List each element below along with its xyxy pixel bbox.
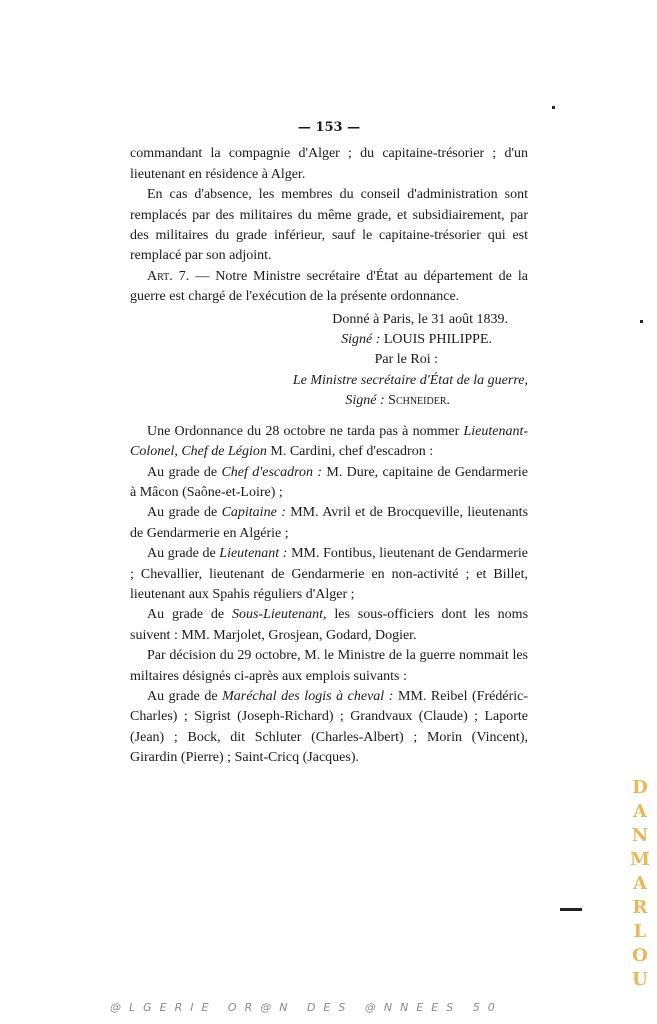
side-watermark xyxy=(629,776,651,992)
paragraph-absence: En cas d'absence, les membres du conseil d'administration sont remplacés par des militaires du même grade, et subsidiairement, par des militaires du grade inférieur, sauf le capitaine-trésorier qui est remplacé par son adjoint. xyxy=(130,187,528,264)
side-watermark-letter: A xyxy=(633,873,647,894)
grade-chef-escadron: Au grade de Chef d'escadron : M. Dure, capitaine de Gendarmerie à Mâcon (Saône-et-Loire) ; xyxy=(130,464,529,500)
side-watermark-letter: A xyxy=(633,801,647,822)
speck xyxy=(552,106,555,109)
footer-watermark: @LGERIE OR@N DES @NNEES 50 xyxy=(110,1001,503,1014)
side-watermark-letter: N xyxy=(631,825,649,846)
printer-mark xyxy=(560,908,582,911)
ordonnance-rank: Lieutenant-Colonel, Chef de Légion xyxy=(130,423,528,460)
minister-name: Schneider. xyxy=(388,393,450,409)
paragraph-continuation: commandant la compagnie d'Alger ; du capitaine-trésorier ; d'un lieutenant en résidence à Alger. xyxy=(130,146,528,182)
article-7 xyxy=(130,267,528,308)
grade-marechal: Au grade de Maréchal des logis à cheval : MM. Reibel (Frédéric-Charles) ; Sigrist (Joseph-Richard) ; Grandvaux (Claude) ; Laporte (Jean) ; Bock, dit Schluter (Charles-Albert) ; Morin (Vincent), Girardin (Pierre) ; Saint-Cricq (Jacques). xyxy=(130,688,528,766)
king-signature xyxy=(130,330,528,350)
side-watermark-letter: D xyxy=(632,777,648,798)
grade-capitaine: Au grade de Capitaine : MM. Avril et de Brocqueville, lieutenants de Gendarmerie en Algérie ; xyxy=(130,505,529,541)
signed-label: Signé : xyxy=(341,332,381,348)
grade-lieutenant: Au grade de Lieutenant : MM. Fontibus, lieutenant de Gendarmerie ; Chevallier, lieutenant de Gendarmerie en non-activité ; et Billet, lieutenant aux Spahis réguliers d'Alger ; xyxy=(130,546,528,602)
decision-paragraph: Par décision du 29 octobre, M. le Ministre de la guerre nommait les miltaires désignés ci-après aux emplois suivants : xyxy=(130,648,528,684)
side-watermark-letter: R xyxy=(632,897,648,918)
given-at-paris: Donné à Paris, le 31 août 1839. xyxy=(332,311,508,327)
signed-name: LOUIS PHILIPPE. xyxy=(383,332,492,348)
page-body xyxy=(130,118,528,769)
minister-signature xyxy=(130,391,528,411)
ordonnance-paragraph: Une Ordonnance du 28 octobre ne tarda pas à nommer Lieutenant-Colonel, Chef de Légion M. Cardini, chef d'escadron : xyxy=(130,423,528,460)
grade-sous-lieutenant: Au grade de Sous-Lieutenant, les sous-officiers dont les noms suivent : MM. Marjolet, Grosjean, Godard, Dogier. xyxy=(130,607,529,643)
side-watermark-letter: L xyxy=(633,921,647,942)
side-watermark-letter: M xyxy=(630,849,650,870)
article-text: — Notre Ministre secrétaire d'État au département de la guerre est chargé de l'exécution de la présente ordonnance. xyxy=(130,268,528,305)
minister-signed-label: Signé : xyxy=(345,393,385,409)
side-watermark-letter: O xyxy=(632,945,648,966)
article-label: Art. 7. xyxy=(147,268,190,284)
side-watermark-letter: U xyxy=(632,969,648,990)
speck xyxy=(640,320,643,323)
by-the-king: Par le Roi : xyxy=(374,352,438,368)
page-number: — 153 — xyxy=(297,120,361,135)
minister-title: Le Ministre secrétaire d'État de la guerre, xyxy=(292,372,528,388)
